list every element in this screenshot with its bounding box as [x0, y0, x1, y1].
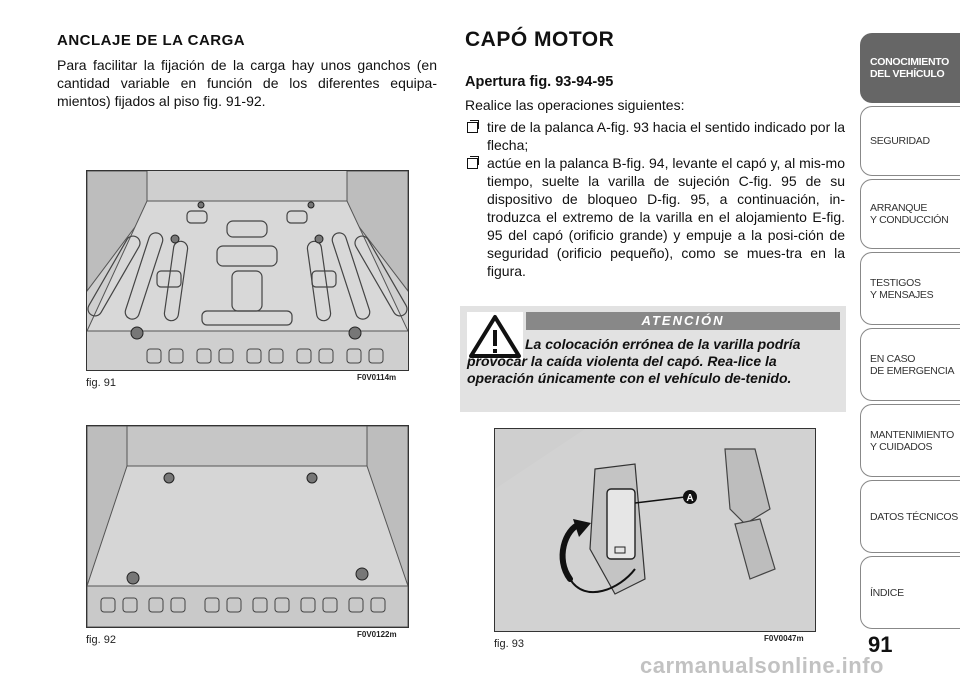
figure-92-image [86, 425, 409, 628]
figure-93-image [494, 428, 816, 632]
tab-label: MANTENIMIENTO Y CUIDADOS [870, 428, 954, 453]
tab-label: DATOS TÉCNICOS [870, 510, 958, 523]
tab-testigos-y-mensajes[interactable] [860, 252, 960, 325]
tab-label: SEGURIDAD [870, 135, 930, 147]
cargo-floor-illustration [87, 171, 408, 370]
tab-arranque-y-conduccion[interactable] [860, 179, 960, 249]
figure-91-image [86, 170, 409, 371]
figure-91-caption: fig. 91 [86, 377, 116, 389]
tab-en-caso-de-emergencia[interactable] [860, 328, 960, 401]
hood-lever-illustration [495, 429, 815, 631]
checkbox-bullet-icon [467, 122, 478, 133]
warning-text: La colocación errónea de la varilla podría provocar la caída violenta del capó. Rea-lice la operación únicamente con el vehículo de-tenido. [467, 336, 801, 386]
tab-datos-tecnicos[interactable] [860, 480, 960, 553]
tab-label: ÍNDICE [870, 586, 904, 599]
instruction-item [465, 154, 845, 280]
figure-92-code: F0V0122m [357, 630, 397, 639]
tab-label: EN CASO DE EMERGENCIA [870, 352, 955, 377]
page-number: 91 [868, 632, 893, 657]
tab-mantenimiento-y-cuidados[interactable] [860, 404, 960, 477]
section-heading-anclaje: ANCLAJE DE LA CARGA [57, 32, 246, 49]
instruction-list [465, 118, 845, 280]
label-a-text: A [686, 493, 694, 504]
figure-93-caption: fig. 93 [494, 638, 524, 650]
figure-93-code: F0V0047m [764, 634, 804, 643]
tab-label: ARRANQUE Y CONDUCCIÓN [870, 202, 949, 226]
anclaje-paragraph: Para facilitar la fijación de la carga hay unos ganchos (en cantidad variable en función de los diferentes equipa-mientos) fijados al piso fig. 91-92. [57, 57, 437, 109]
instruction-text: actúe en la palanca B-fig. 94, levante el capó y, al mis-mo tiempo, suelte la varilla de sujeción C-fig. 95 de su dispositivo de bloqueo D-fig. 95, a continuación, in-troduzca el extremo de la varilla en el alojamiento E-fig. 95 del capó (orificio grande) y empuje a la posi-ción de seguridad (orificio pequeño), como se mues-tra en la figura. [487, 155, 845, 279]
figure-92-caption: fig. 92 [86, 634, 116, 646]
apertura-subheading: Apertura fig. 93-94-95 [465, 74, 614, 90]
intro-text: Realice las operaciones siguientes: [465, 97, 685, 113]
tab-label: TESTIGOS Y MENSAJES [870, 276, 934, 301]
figure-91-code: F0V0114m [357, 373, 397, 382]
cargo-area-illustration [87, 426, 408, 627]
tab-seguridad[interactable] [860, 106, 960, 176]
warning-box [460, 306, 846, 412]
instruction-text: tire de la palanca A-fig. 93 hacia el sentido indicado por la flecha; [487, 119, 846, 153]
tab-label: CONOCIMIENTO DEL VEHÍCULO [870, 56, 950, 80]
warning-title: ATENCIÓN [526, 312, 840, 330]
checkbox-bullet-icon [467, 158, 478, 169]
instruction-item [465, 118, 845, 154]
section-heading-capo: CAPÓ MOTOR [465, 28, 615, 51]
tab-indice[interactable] [860, 556, 960, 629]
tab-conocimiento-del-vehiculo[interactable] [860, 33, 960, 103]
watermark: carmanualsonline.info [640, 653, 884, 678]
